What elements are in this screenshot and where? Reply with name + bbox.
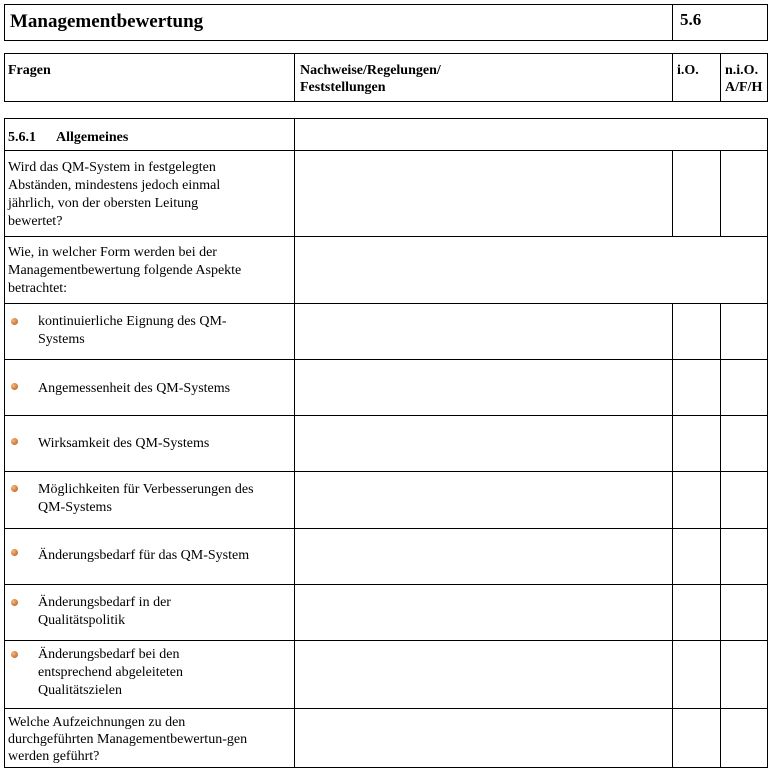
title-divider [672,4,673,41]
section-number-label: 5.6.1 [8,130,36,145]
row-separator [4,359,768,360]
col-line [672,303,673,359]
bullet-b4-line2: QM-Systems [38,500,112,515]
row-separator [4,236,768,237]
bullet-b4-line1: Möglichkeiten für Verbesserungen des [38,482,254,497]
header-divider-1 [294,53,295,102]
col-line [294,584,295,640]
section-divider [294,118,295,150]
bullet-b7-line2: entsprechend abgeleiteten [38,665,183,680]
question-q1-line2: Abständen, mindestens jedoch einmal [8,178,221,193]
col-line [672,708,673,768]
col-line [672,150,673,236]
col-line [294,359,295,415]
question-q1-line1: Wird das QM-System in festgelegten [8,160,216,175]
bullet-icon [11,485,18,492]
header-divider-2 [672,53,673,102]
bullet-icon [11,599,18,606]
col-line [672,640,673,708]
col-line [672,415,673,471]
row-separator [4,471,768,472]
question-q1-line3: jährlich, von der obersten Leitung [8,196,199,211]
col-line [294,236,295,303]
bullet-icon [11,318,18,325]
col-nio-line2: A/F/H [725,80,763,95]
col-line [720,640,721,708]
page-title: Managementbewertung [10,11,204,32]
bullet-b3-line1: Wirksamkeit des QM-Systems [38,436,210,451]
question-q2-line2: Managementbewertung folgende Aspekte [8,263,242,278]
col-io: i.O. [677,63,699,78]
question-q3-line1: Welche Aufzeichnungen zu den [8,715,186,730]
col-line [720,584,721,640]
col-line [720,708,721,768]
col-line [294,708,295,768]
question-q2-line1: Wie, in welcher Form werden bei der [8,245,217,260]
col-line [294,471,295,528]
col-line [672,471,673,528]
section-number: 5.6 [680,10,702,29]
col-line [720,471,721,528]
bullet-b2-line1: Angemessenheit des QM-Systems [38,381,231,396]
col-line [720,150,721,236]
col-nachweise-line1: Nachweise/Regelungen/ [300,63,441,78]
bullet-b5-line1: Änderungsbedarf für das QM-System [38,548,250,563]
col-line [672,359,673,415]
col-nio-line1: n.i.O. [725,63,759,78]
bullet-b7-line1: Änderungsbedarf bei den [38,647,180,662]
bullet-icon [11,438,18,445]
question-q3-line3: werden geführt? [8,749,100,764]
col-line [720,528,721,584]
col-line [672,584,673,640]
col-nachweise-line2: Feststellungen [300,80,386,95]
question-q1-line4: bewertet? [8,214,63,229]
question-q3-line2: durchgeführten Managementbewertun-gen [8,732,248,747]
row-separator [4,584,768,585]
col-line [294,303,295,359]
row-separator [4,708,768,709]
col-line [672,528,673,584]
col-line [720,415,721,471]
section-label: Allgemeines [56,130,129,145]
col-line [294,415,295,471]
col-line [720,359,721,415]
row-separator [4,303,768,304]
row-separator [4,528,768,529]
col-line [294,150,295,236]
col-line [294,528,295,584]
question-q2-line3: betrachtet: [8,281,68,296]
row-separator [4,415,768,416]
bullet-icon [11,549,18,556]
bullet-icon [11,651,18,658]
col-fragen: Fragen [8,63,51,78]
bullet-icon [11,383,18,390]
row-separator [4,640,768,641]
bullet-b6-line1: Änderungsbedarf in der [38,595,171,610]
col-line [720,303,721,359]
header-divider-3 [720,53,721,102]
bullet-b1-line1: kontinuierliche Eignung des QM- [38,314,227,329]
bullet-b6-line2: Qualitätspolitik [38,613,126,628]
bullet-b7-line3: Qualitätszielen [38,683,122,698]
col-line [294,640,295,708]
row-separator [4,150,768,151]
bullet-b1-line2: Systems [38,332,85,347]
